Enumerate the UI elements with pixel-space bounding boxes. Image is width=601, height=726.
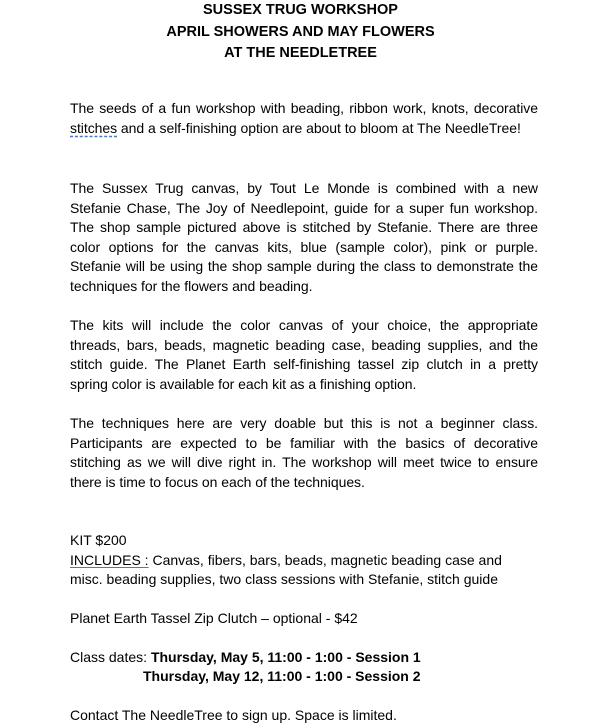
clutch-option: Planet Earth Tassel Zip Clutch – optional - $42 [70, 610, 358, 626]
intro-text-after: and a self-finishing option are about to bloom at The NeedleTree! [117, 119, 521, 136]
includes-text: Canvas, fibers, bars, beads, magnetic beading case and [148, 552, 502, 568]
kit-price: KIT $200 [70, 532, 127, 548]
kit-contents-paragraph: The kits will include the color canvas of your choice, the appropriate threads, bars, beads, magnetic beading case, beading supplies, and the stitch guide. The Planet Earth self-finishing tassel zip clutch in a pretty spring color is available for each kit as a finishing option. [70, 317, 538, 392]
session-1-date: Thursday, May 5, 11:00 - 1:00 - Session 1 [150, 649, 421, 665]
canvas-description-paragraph: The Sussex Trug canvas, by Tout Le Monde is combined with a new Stefanie Chase, The Joy of Needlepoint, guide for a super fun workshop. The shop sample pictured above is stitched by Stefanie. There are three color options for the canvas kits, blue (sample color), pink or purple. Stefanie will be using the shop sample during the class to demonstrate the techniques for the flowers and beading. [70, 180, 538, 294]
title-line-2: APRIL SHOWERS AND MAY FLOWERS [166, 23, 435, 40]
class-dates-line-1 [70, 648, 421, 668]
contact-line: Contact The NeedleTree to sign up. Space is limited. [70, 707, 397, 723]
includes-label: INCLUDES : [70, 552, 149, 568]
includes-line-2: misc. beading supplies, two class sessions with Stefanie, stitch guide [70, 571, 498, 587]
includes-line-1 [70, 551, 502, 571]
intro-text-before: The seeds of a fun workshop with beading, ribbon work, knots, decorative [70, 100, 538, 116]
title-line-3: AT THE NEEDLETREE [224, 45, 377, 61]
title-line-1: SUSSEX TRUG WORKSHOP [203, 2, 398, 18]
session-2-date: Thursday, May 12, 11:00 - 1:00 - Session 2 [143, 668, 421, 684]
class-dates-label: Class dates: [70, 649, 151, 665]
document-title [0, 0, 601, 65]
class-dates-line-2 [143, 667, 421, 687]
intro-paragraph [70, 99, 538, 138]
spellcheck-flagged-word: stitches [70, 119, 118, 136]
skill-level-paragraph: The techniques here are very doable but this is not a beginner class. Participants are expected to be familiar with the basics of decorative stitching as we will dive right in. The workshop will meet twice to ensure there is time to focus on each of the techniques. [70, 415, 538, 490]
